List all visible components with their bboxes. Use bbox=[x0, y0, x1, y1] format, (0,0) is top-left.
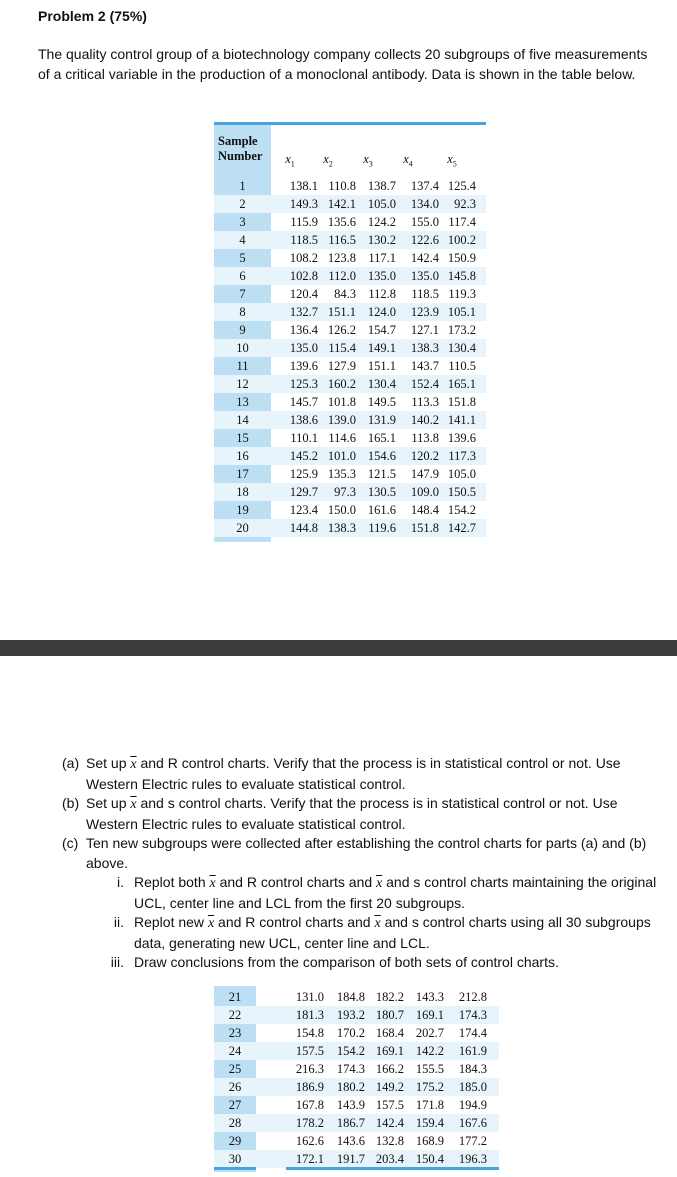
measurement-cell: 143.9 bbox=[336, 1098, 365, 1112]
table-row bbox=[214, 1006, 499, 1024]
part-b-text: and s control charts. Verify that the process is in statistical control or not. Use Western Electric rules to evaluate statistical control. bbox=[86, 795, 618, 832]
table-row bbox=[214, 303, 486, 321]
measurement-cell: 165.1 bbox=[447, 377, 476, 391]
measurement-cell: 138.3 bbox=[327, 521, 356, 535]
table-row bbox=[214, 393, 486, 411]
part-c-iii-label: iii. bbox=[110, 954, 124, 970]
table-row bbox=[214, 285, 486, 303]
measurement-cell: 168.4 bbox=[375, 1026, 404, 1040]
sample-number: 30 bbox=[228, 1152, 242, 1166]
measurement-cell: 180.7 bbox=[375, 1008, 404, 1022]
measurement-cell: 123.8 bbox=[327, 251, 356, 265]
measurement-cell: 193.2 bbox=[336, 1008, 365, 1022]
measurement-cell: 155.0 bbox=[410, 215, 439, 229]
column-header-x4 bbox=[388, 152, 428, 169]
measurement-cell: 175.2 bbox=[415, 1080, 444, 1094]
table-row bbox=[214, 447, 486, 465]
measurement-cell: 151.1 bbox=[327, 305, 356, 319]
part-c-i-pre: Replot both bbox=[134, 874, 206, 890]
measurement-cell: 171.8 bbox=[415, 1098, 444, 1112]
measurement-cell: 161.6 bbox=[367, 503, 396, 517]
measurement-cell: 92.3 bbox=[454, 197, 476, 211]
table2-bottom-rule-left bbox=[214, 1167, 256, 1170]
measurement-cell: 173.2 bbox=[447, 323, 476, 337]
measurement-cell: 127.9 bbox=[327, 359, 356, 373]
measurement-cell: 135.6 bbox=[327, 215, 356, 229]
table-row bbox=[214, 483, 486, 501]
xbar-symbol: $\overline{x}$ bbox=[374, 916, 381, 931]
sample-number: 26 bbox=[228, 1080, 242, 1094]
measurement-cell: 174.4 bbox=[458, 1026, 487, 1040]
sample-number: 12 bbox=[236, 377, 249, 391]
measurement-cell: 174.3 bbox=[336, 1062, 365, 1076]
table-row bbox=[214, 411, 486, 429]
part-c-subitems bbox=[62, 873, 662, 973]
part-c-i-label: i. bbox=[117, 874, 124, 890]
measurement-cell: 169.1 bbox=[415, 1008, 444, 1022]
xbar-symbol: $\overline{x}$ bbox=[376, 876, 383, 891]
measurement-cell: 143.7 bbox=[410, 359, 439, 373]
part-c-ii-label: ii. bbox=[113, 914, 124, 930]
column-header-letter: x bbox=[285, 152, 291, 166]
sample-number: 7 bbox=[239, 287, 246, 301]
column-header-subscript: 2 bbox=[328, 159, 333, 169]
measurement-cell: 135.0 bbox=[410, 269, 439, 283]
measurement-cell: 101.0 bbox=[327, 449, 356, 463]
sample-number: 25 bbox=[228, 1062, 242, 1076]
measurement-cell: 121.5 bbox=[367, 467, 396, 481]
measurement-cell: 150.0 bbox=[327, 503, 356, 517]
measurement-cell: 139.6 bbox=[447, 431, 476, 445]
measurement-cell: 124.2 bbox=[367, 215, 396, 229]
measurement-cell: 145.8 bbox=[447, 269, 476, 283]
measurement-cell: 132.8 bbox=[375, 1134, 404, 1148]
part-a bbox=[62, 754, 662, 794]
measurement-cell: 142.1 bbox=[327, 197, 356, 211]
measurement-cell: 138.6 bbox=[289, 413, 318, 427]
measurement-cell: 185.0 bbox=[458, 1080, 487, 1094]
measurement-cell: 110.1 bbox=[290, 431, 318, 445]
measurement-cell: 145.7 bbox=[289, 395, 318, 409]
column-header-x5 bbox=[432, 152, 472, 169]
measurement-cell: 154.7 bbox=[367, 323, 396, 337]
measurement-cell: 169.1 bbox=[375, 1044, 404, 1058]
question-parts bbox=[62, 754, 662, 973]
measurement-cell: 154.6 bbox=[367, 449, 396, 463]
measurement-cell: 147.9 bbox=[410, 467, 439, 481]
page-divider bbox=[0, 640, 677, 656]
measurement-cell: 115.4 bbox=[328, 341, 356, 355]
table-row bbox=[214, 1114, 499, 1132]
header-number: Number bbox=[218, 149, 263, 163]
measurement-cell: 166.2 bbox=[375, 1062, 404, 1076]
measurement-cell: 149.3 bbox=[289, 197, 318, 211]
sample-number: 22 bbox=[228, 1008, 242, 1022]
measurement-cell: 131.9 bbox=[367, 413, 396, 427]
sample-number: 21 bbox=[228, 990, 242, 1004]
measurement-cell: 177.2 bbox=[458, 1134, 487, 1148]
xbar-symbol: $\overline{x}$ bbox=[207, 916, 215, 931]
part-c-ii bbox=[62, 913, 662, 953]
measurement-cell: 155.5 bbox=[415, 1062, 444, 1076]
measurement-cell: 159.4 bbox=[415, 1116, 444, 1130]
measurement-cell: 136.4 bbox=[289, 323, 318, 337]
measurement-cell: 120.4 bbox=[289, 287, 318, 301]
measurement-cell: 186.7 bbox=[336, 1116, 365, 1130]
measurement-cell: 157.5 bbox=[295, 1044, 324, 1058]
column-header-subscript: 4 bbox=[408, 159, 413, 169]
measurement-cell: 145.2 bbox=[289, 449, 318, 463]
measurement-cell: 148.4 bbox=[410, 503, 439, 517]
measurement-cell: 152.4 bbox=[410, 377, 439, 391]
sample-number: 19 bbox=[236, 503, 249, 517]
part-c-i bbox=[62, 873, 662, 913]
part-a-pre: Set up bbox=[86, 755, 127, 771]
column-header-subscript: 3 bbox=[368, 159, 373, 169]
measurement-cell: 161.9 bbox=[458, 1044, 487, 1058]
measurement-cell: 167.6 bbox=[458, 1116, 487, 1130]
measurement-cell: 150.5 bbox=[447, 485, 476, 499]
measurement-cell: 142.2 bbox=[415, 1044, 444, 1058]
sample-number: 13 bbox=[236, 395, 249, 409]
measurement-cell: 212.8 bbox=[458, 990, 487, 1004]
measurement-cell: 135.0 bbox=[367, 269, 396, 283]
table-row bbox=[214, 1060, 499, 1078]
measurement-cell: 135.3 bbox=[327, 467, 356, 481]
table-row bbox=[214, 1078, 499, 1096]
measurement-cell: 119.6 bbox=[368, 521, 396, 535]
table-row bbox=[214, 321, 486, 339]
table-row bbox=[214, 231, 486, 249]
xbar-symbol: $\overline{x}$ bbox=[209, 876, 216, 891]
sample-number: 8 bbox=[239, 305, 246, 319]
part-c-iii-text: Draw conclusions from the comparison of both sets of control charts. bbox=[134, 954, 559, 970]
measurement-cell: 143.6 bbox=[336, 1134, 365, 1148]
sample-number: 16 bbox=[236, 449, 249, 463]
column-header-letter: x bbox=[403, 152, 409, 166]
measurement-cell: 150.4 bbox=[415, 1152, 444, 1166]
measurement-cell: 151.8 bbox=[410, 521, 439, 535]
measurement-cell: 139.6 bbox=[289, 359, 318, 373]
measurement-cell: 157.5 bbox=[375, 1098, 404, 1112]
measurement-cell: 181.3 bbox=[295, 1008, 324, 1022]
part-c bbox=[62, 834, 662, 873]
measurement-cell: 154.2 bbox=[336, 1044, 365, 1058]
measurement-cell: 108.2 bbox=[289, 251, 318, 265]
column-header-subscript: 1 bbox=[290, 159, 295, 169]
measurement-cell: 196.3 bbox=[458, 1152, 487, 1166]
measurement-cell: 129.7 bbox=[289, 485, 318, 499]
measurement-cell: 160.2 bbox=[327, 377, 356, 391]
part-c-iii bbox=[62, 953, 662, 973]
measurement-cell: 130.5 bbox=[367, 485, 396, 499]
measurement-cell: 124.0 bbox=[367, 305, 396, 319]
part-c-ii-pre: Replot new bbox=[134, 914, 205, 930]
measurement-cell: 116.5 bbox=[328, 233, 356, 247]
measurement-cell: 202.7 bbox=[415, 1026, 444, 1040]
sample-number: 6 bbox=[239, 269, 246, 283]
table-top-rule bbox=[214, 122, 486, 125]
measurement-cell: 113.3 bbox=[411, 395, 439, 409]
measurement-cell: 191.7 bbox=[336, 1152, 365, 1166]
data-table-subgroups-1-20 bbox=[214, 122, 486, 542]
sample-number: 24 bbox=[228, 1044, 242, 1058]
measurement-cell: 123.4 bbox=[289, 503, 318, 517]
sample-number: 5 bbox=[239, 251, 246, 265]
part-c-label: (c) bbox=[62, 835, 79, 851]
column-header-letter: x bbox=[363, 152, 369, 166]
measurement-cell: 184.3 bbox=[458, 1062, 487, 1076]
measurement-cell: 168.9 bbox=[415, 1134, 444, 1148]
measurement-cell: 122.6 bbox=[410, 233, 439, 247]
measurement-cell: 203.4 bbox=[375, 1152, 404, 1166]
measurement-cell: 154.2 bbox=[447, 503, 476, 517]
part-a-label: (a) bbox=[62, 755, 80, 771]
column-header-subscript: 5 bbox=[452, 159, 457, 169]
measurement-cell: 105.0 bbox=[447, 467, 476, 481]
measurement-cell: 117.3 bbox=[448, 449, 476, 463]
measurement-cell: 216.3 bbox=[295, 1062, 324, 1076]
table-row bbox=[214, 501, 486, 519]
measurement-cell: 194.9 bbox=[458, 1098, 487, 1112]
measurement-cell: 138.1 bbox=[289, 179, 318, 193]
measurement-cell: 151.8 bbox=[447, 395, 476, 409]
measurement-cell: 150.9 bbox=[447, 251, 476, 265]
part-b bbox=[62, 794, 662, 834]
measurement-cell: 112.0 bbox=[328, 269, 356, 283]
measurement-cell: 113.8 bbox=[411, 431, 439, 445]
measurement-cell: 118.5 bbox=[290, 233, 318, 247]
measurement-cell: 151.1 bbox=[367, 359, 396, 373]
measurement-cell: 174.3 bbox=[458, 1008, 487, 1022]
sample-number: 15 bbox=[236, 431, 249, 445]
measurement-cell: 178.2 bbox=[295, 1116, 324, 1130]
table-row bbox=[214, 429, 486, 447]
measurement-cell: 105.0 bbox=[367, 197, 396, 211]
table-row bbox=[214, 339, 486, 357]
sample-number: 2 bbox=[239, 197, 246, 211]
measurement-cell: 115.9 bbox=[290, 215, 318, 229]
measurement-cell: 149.2 bbox=[375, 1080, 404, 1094]
table-row bbox=[214, 1150, 499, 1168]
measurement-cell: 117.4 bbox=[448, 215, 476, 229]
part-b-pre: Set up bbox=[86, 795, 127, 811]
table-row bbox=[214, 267, 486, 285]
measurement-cell: 162.6 bbox=[295, 1134, 324, 1148]
measurement-cell: 172.1 bbox=[295, 1152, 324, 1166]
column-header-letter: x bbox=[447, 152, 453, 166]
table-row bbox=[214, 195, 486, 213]
sample-number: 28 bbox=[228, 1116, 242, 1130]
table-row bbox=[214, 177, 486, 195]
measurement-cell: 125.4 bbox=[447, 179, 476, 193]
sample-number: 11 bbox=[236, 359, 249, 373]
part-c-i-mid: and R control charts and bbox=[219, 874, 373, 890]
column-header-x3 bbox=[348, 152, 388, 169]
table-row bbox=[214, 249, 486, 267]
measurement-cell: 165.1 bbox=[367, 431, 396, 445]
measurement-cell: 109.0 bbox=[410, 485, 439, 499]
measurement-cell: 118.5 bbox=[411, 287, 439, 301]
measurement-cell: 182.2 bbox=[375, 990, 404, 1004]
measurement-cell: 170.2 bbox=[336, 1026, 365, 1040]
measurement-cell: 186.9 bbox=[295, 1080, 324, 1094]
measurement-cell: 117.1 bbox=[368, 251, 396, 265]
problem-intro: The quality control group of a biotechnology company collects 20 subgroups of five measurements of a critical variable in the production of a monoclonal antibody. Data is shown in the table below. bbox=[38, 46, 648, 82]
measurement-cell: 139.0 bbox=[327, 413, 356, 427]
measurement-cell: 149.1 bbox=[367, 341, 396, 355]
part-c-ii-mid: and R control charts and bbox=[218, 914, 371, 930]
table-row bbox=[214, 1096, 499, 1114]
measurement-cell: 137.4 bbox=[410, 179, 439, 193]
measurement-cell: 143.3 bbox=[415, 990, 444, 1004]
table-row bbox=[214, 988, 499, 1006]
measurement-cell: 131.0 bbox=[295, 990, 324, 1004]
sample-number: 3 bbox=[239, 215, 246, 229]
part-a-text: and R control charts. Verify that the process is in statistical control or not. Use Western Electric rules to evaluate statistical control. bbox=[86, 755, 621, 792]
sample-number: 29 bbox=[228, 1134, 242, 1148]
measurement-cell: 110.8 bbox=[328, 179, 356, 193]
measurement-cell: 102.8 bbox=[289, 269, 318, 283]
table-row bbox=[214, 465, 486, 483]
sample-number: 20 bbox=[236, 521, 249, 535]
column-header-x1 bbox=[270, 152, 310, 169]
table-row bbox=[214, 1024, 499, 1042]
xbar-symbol: $\overline{x}$ bbox=[130, 797, 137, 812]
measurement-cell: 110.5 bbox=[448, 359, 476, 373]
measurement-cell: 105.1 bbox=[447, 305, 476, 319]
measurement-cell: 142.4 bbox=[375, 1116, 404, 1130]
measurement-cell: 132.7 bbox=[289, 305, 318, 319]
table-row bbox=[214, 357, 486, 375]
table-row bbox=[214, 1042, 499, 1060]
measurement-cell: 127.1 bbox=[410, 323, 439, 337]
measurement-cell: 123.9 bbox=[410, 305, 439, 319]
sample-number: 9 bbox=[239, 323, 246, 337]
data-table-subgroups-21-30 bbox=[214, 986, 499, 1172]
measurement-cell: 125.9 bbox=[289, 467, 318, 481]
xbar-symbol: $\overline{x}$ bbox=[130, 757, 137, 772]
measurement-cell: 97.3 bbox=[334, 485, 356, 499]
measurement-cell: 184.8 bbox=[336, 990, 365, 1004]
sample-number: 10 bbox=[236, 341, 249, 355]
measurement-cell: 180.2 bbox=[336, 1080, 365, 1094]
measurement-cell: 140.2 bbox=[410, 413, 439, 427]
sample-number: 14 bbox=[236, 413, 249, 427]
sample-number: 27 bbox=[228, 1098, 242, 1112]
part-c-text: Ten new subgroups were collected after establishing the control charts for parts (a) and (b) above. bbox=[86, 835, 647, 871]
measurement-cell: 126.2 bbox=[327, 323, 356, 337]
measurement-cell: 84.3 bbox=[334, 287, 356, 301]
measurement-cell: 134.0 bbox=[410, 197, 439, 211]
table-row bbox=[214, 213, 486, 231]
measurement-cell: 144.8 bbox=[289, 521, 318, 535]
measurement-cell: 119.3 bbox=[448, 287, 476, 301]
measurement-cell: 141.1 bbox=[447, 413, 476, 427]
sample-number: 1 bbox=[239, 179, 246, 193]
measurement-cell: 125.3 bbox=[289, 377, 318, 391]
measurement-cell: 112.8 bbox=[368, 287, 396, 301]
header-sample: Sample bbox=[218, 134, 258, 148]
table-row bbox=[214, 1132, 499, 1150]
measurement-cell: 154.8 bbox=[295, 1026, 324, 1040]
column-header-x2 bbox=[308, 152, 348, 169]
sample-number: 18 bbox=[236, 485, 249, 499]
measurement-cell: 142.4 bbox=[410, 251, 439, 265]
measurement-cell: 138.7 bbox=[367, 179, 396, 193]
sample-number: 23 bbox=[228, 1026, 242, 1040]
measurement-cell: 149.5 bbox=[367, 395, 396, 409]
table-row bbox=[214, 375, 486, 393]
measurement-cell: 120.2 bbox=[410, 449, 439, 463]
measurement-cell: 130.2 bbox=[367, 233, 396, 247]
measurement-cell: 101.8 bbox=[327, 395, 356, 409]
problem-title: Problem 2 (75%) bbox=[38, 8, 147, 24]
measurement-cell: 130.4 bbox=[447, 341, 476, 355]
sample-number: 17 bbox=[236, 467, 249, 481]
measurement-cell: 114.6 bbox=[328, 431, 356, 445]
table2-bottom-rule-right bbox=[286, 1167, 499, 1170]
measurement-cell: 100.2 bbox=[447, 233, 476, 247]
measurement-cell: 135.0 bbox=[289, 341, 318, 355]
table-row bbox=[214, 519, 486, 537]
measurement-cell: 130.4 bbox=[367, 377, 396, 391]
measurement-cell: 167.8 bbox=[295, 1098, 324, 1112]
column-header-letter: x bbox=[323, 152, 329, 166]
sample-number: 4 bbox=[239, 233, 246, 247]
measurement-cell: 138.3 bbox=[410, 341, 439, 355]
part-c-ii-text: and s control charts using all 30 subgroups data, generating new UCL, center line and LCL. bbox=[134, 914, 651, 951]
part-b-label: (b) bbox=[62, 795, 80, 811]
part-c-i-text: and s control charts maintaining the original UCL, center line and LCL from the first 20 subgroups. bbox=[134, 874, 657, 911]
measurement-cell: 142.7 bbox=[447, 521, 476, 535]
